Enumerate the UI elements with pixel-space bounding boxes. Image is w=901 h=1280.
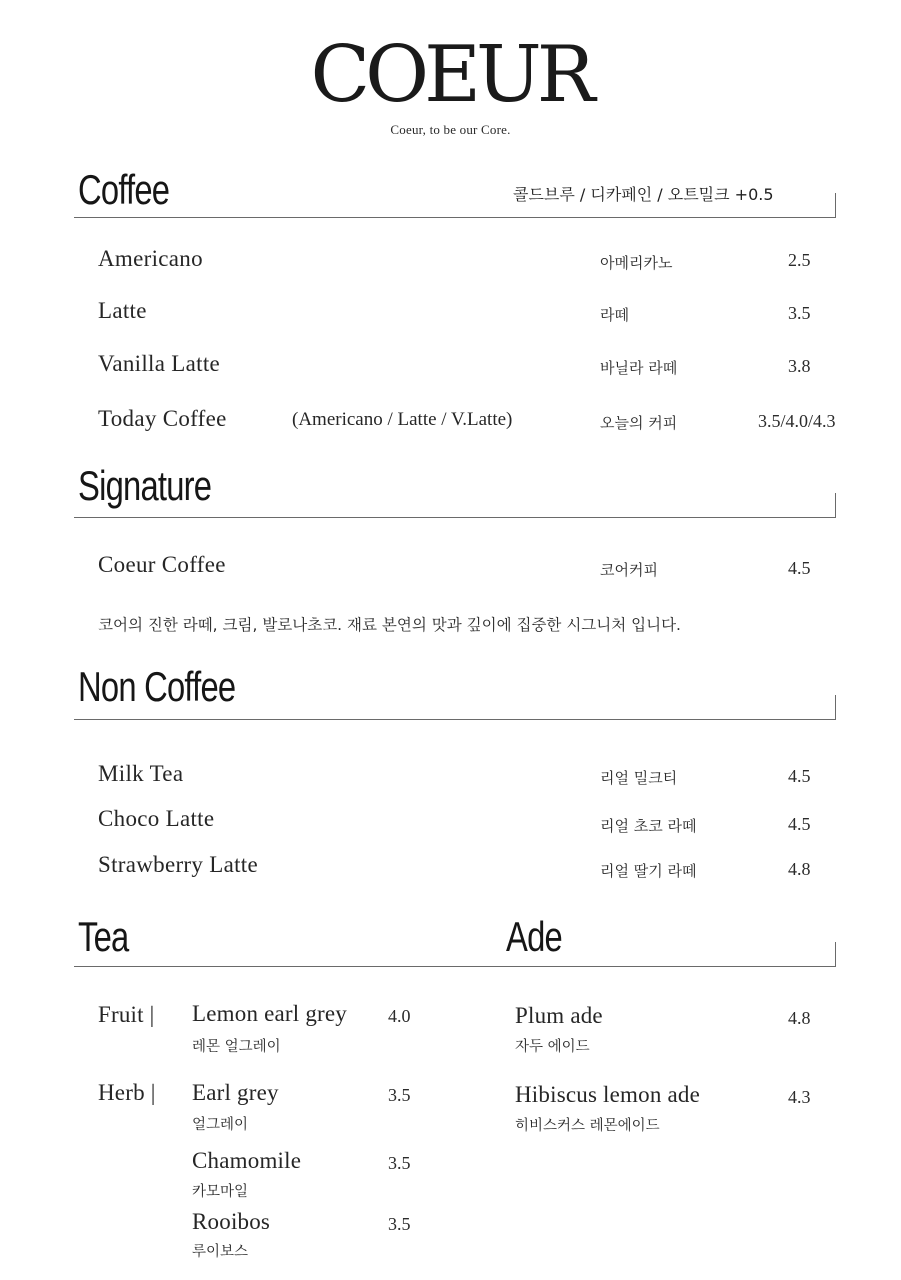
menu-item-kr: 리얼 딸기 라떼 — [600, 862, 697, 880]
tea-group-label-herb: Herb | — [98, 1080, 156, 1105]
section-title-coffee: Coffee — [78, 166, 170, 213]
divider-signature — [74, 517, 836, 518]
divider-non-coffee-tick — [835, 695, 836, 719]
tea-item-name: Chamomile — [192, 1148, 302, 1173]
menu-item-kr: 오늘의 커피 — [600, 414, 678, 432]
menu-item-name: Latte — [98, 298, 147, 323]
section-title-signature: Signature — [78, 462, 212, 509]
menu-item-price: 4.8 — [788, 859, 811, 879]
tea-item-name: Earl grey — [192, 1080, 279, 1105]
tea-item-price: 4.0 — [388, 1006, 411, 1026]
ade-item-name: Plum ade — [515, 1003, 603, 1028]
menu-item-price: 4.5 — [788, 814, 811, 834]
menu-item-kr: 코어커피 — [600, 561, 658, 579]
menu-item-name: Today Coffee — [98, 406, 227, 431]
divider-tea-ade-tick — [835, 942, 836, 966]
menu-item-kr: 리얼 초코 라떼 — [600, 817, 697, 835]
tea-item-kr: 얼그레이 — [192, 1117, 249, 1133]
tea-group-label-fruit: Fruit | — [98, 1002, 155, 1027]
ade-item-name: Hibiscus lemon ade — [515, 1082, 701, 1107]
ade-item-kr: 자두 에이드 — [515, 1039, 590, 1055]
divider-signature-tick — [835, 493, 836, 517]
menu-item-name: Strawberry Latte — [98, 852, 258, 877]
tea-item-price: 3.5 — [388, 1153, 411, 1173]
section-title-non-coffee: Non Coffee — [78, 663, 236, 710]
menu-item-name: Milk Tea — [98, 761, 184, 786]
divider-tea-ade — [74, 966, 836, 967]
brand-logo: COEUR — [310, 30, 591, 120]
menu-item-price: 3.5 — [788, 303, 811, 323]
ade-item-price: 4.8 — [788, 1008, 811, 1028]
coffee-options: 콜드브루 / 디카페인 / 오트밀크 +0.5 — [513, 185, 774, 204]
tea-item-kr: 루이보스 — [192, 1244, 249, 1260]
tea-item-kr: 레몬 얼그레이 — [192, 1039, 281, 1055]
tea-item-price: 3.5 — [388, 1214, 411, 1234]
menu-item-kr: 아메리카노 — [600, 254, 673, 272]
section-title-tea: Tea — [78, 913, 129, 960]
signature-description: 코어의 진한 라떼, 크림, 발로나초코. 재료 본연의 맛과 깊이에 집중한 시그니처 입니다. — [98, 616, 681, 634]
menu-item-price: 2.5 — [788, 250, 811, 270]
menu-item-kr: 바닐라 라떼 — [600, 359, 678, 377]
section-title-ade: Ade — [506, 913, 562, 960]
menu-item-name: Coeur Coffee — [98, 552, 226, 577]
divider-coffee-tick — [835, 193, 836, 217]
menu-item-name: Vanilla Latte — [98, 351, 221, 376]
menu-item-price: 4.5 — [788, 766, 811, 786]
tea-item-name: Rooibos — [192, 1209, 271, 1234]
menu-item-price: 3.5/4.0/4.3 — [758, 411, 836, 431]
menu-item-name: Americano — [98, 246, 203, 271]
tea-item-name: Lemon earl grey — [192, 1001, 347, 1026]
ade-item-kr: 히비스커스 레몬에이드 — [515, 1118, 660, 1134]
menu-item-price: 3.8 — [788, 356, 811, 376]
tea-item-price: 3.5 — [388, 1085, 411, 1105]
menu-item-note: (Americano / Latte / V.Latte) — [292, 409, 513, 430]
divider-non-coffee — [74, 719, 836, 720]
menu-item-name: Choco Latte — [98, 806, 215, 831]
tea-item-kr: 카모마일 — [192, 1184, 249, 1200]
brand-tagline: Coeur, to be our Core. — [390, 122, 511, 137]
menu-item-kr: 리얼 밀크티 — [600, 769, 678, 787]
menu-item-kr: 라떼 — [600, 306, 629, 324]
ade-item-price: 4.3 — [788, 1087, 811, 1107]
divider-coffee — [74, 217, 836, 218]
menu-item-price: 4.5 — [788, 558, 811, 578]
